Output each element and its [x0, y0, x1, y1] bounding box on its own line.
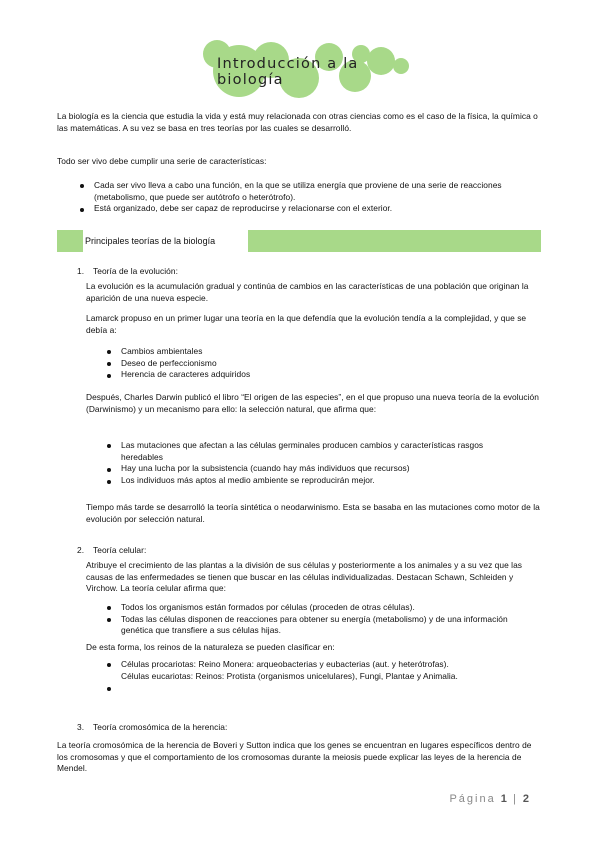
theory2-paragraph-1: Atribuye el crecimiento de las plantas a la división de sus células y posteriormente a los animales y a su vez que las causas de las enfermedades se tienen que buscar en las células individualizadas. Destacan Schawn, Schleiden y Virchow. La teoría celular afirma que: — [86, 560, 523, 594]
characteristics-intro: Todo ser vivo debe cumplir una serie de características: — [57, 156, 267, 166]
list-item: Todas las células disponen de reacciones para obtener su energía (metabolismo) y de una información genética que transfiere a sus células hijas. — [121, 613, 508, 636]
list-item: Hay una lucha por la subsistencia (cuando hay más individuos que recursos) — [121, 463, 410, 474]
kingdoms-list — [107, 659, 517, 682]
cell-theory-list — [107, 602, 539, 637]
list-item: Herencia de caracteres adquiridos — [121, 369, 251, 380]
theory2-number: 2. — [77, 545, 85, 555]
theory1-paragraph-1: La evolución es la acumulación gradual y continúa de cambios en las características de una población que originan la aparición de una nueva especie. — [86, 281, 529, 303]
page-separator: | — [512, 793, 518, 805]
section-heading: Principales teorías de la biología — [83, 230, 248, 252]
theory3-paragraph-1: La teoría cromosómica de la herencia de Boveri y Sutton indica que los genes se encuentran en lugares específicos dentro de los cromosomas y que el comportamiento de los cromosomas durante la meiosis puede explicar las leyes de la herencia de Mendel. — [57, 740, 532, 774]
list-item: Deseo de perfeccionismo — [121, 357, 217, 368]
list-item: Todos los organismos están formados por células (proceden de otras células). — [121, 602, 415, 612]
theory1-title: Teoría de la evolución: — [93, 266, 178, 276]
title-banner — [195, 40, 415, 105]
lamarck-list — [107, 346, 537, 381]
theory3-number: 3. — [77, 722, 85, 732]
theory1-paragraph-2: Lamarck propuso en un primer lugar una teoría en la que defendía que la evolución tendía a la complejidad, y que se debía a: — [86, 313, 527, 335]
theory2-paragraph-2: De esta forma, los reinos de la naturaleza se pueden clasificar en: — [86, 642, 335, 652]
theory2-title: Teoría celular: — [93, 545, 147, 555]
list-item: Células procariotas: Reino Monera: arqueobacterias y eubacterias (aut. y heterótrofas). — [121, 659, 449, 669]
list-item: Está organizado, debe ser capaz de reproducirse y relacionarse con el exterior. — [94, 203, 393, 214]
current-page: 1 — [500, 793, 508, 805]
list-item: Cada ser vivo lleva a cabo una función, en la que se utiliza energía que proviene de una serie de reacciones (metabolismo, que puede ser autótrofo o heterótrofo). — [94, 180, 502, 202]
total-pages: 2 — [522, 793, 530, 805]
characteristics-list — [80, 180, 545, 215]
darwin-list — [107, 440, 507, 486]
theory1-number: 1. — [77, 266, 85, 276]
page-title: Introducción a la biología — [217, 56, 359, 88]
theory1-paragraph-4: Tiempo más tarde se desarrolló la teoría sintética o neodarwinismo. Esta se basaba en las mutaciones como motor de la evolución por selección natural. — [86, 502, 540, 524]
list-item: Los individuos más aptos al medio ambiente se reproducirán mejor. — [121, 474, 375, 485]
intro-paragraph: La biología es la ciencia que estudia la vida y está muy relacionada con otras ciencias como es el caso de la física, la química o las matemáticas. A su vez se basa en tres teorías por las cuales se desarrolló. — [57, 111, 538, 133]
list-item: Células eucariotas: Reinos: Protista (organismos unicelulares), Fungi, Plantae y Animalia. — [121, 670, 458, 681]
theory1-paragraph-3: Después, Charles Darwin publicó el libro “El origen de las especies”, en el que propuso una nueva teoría de la evolución (Darwinismo) y un mecanismo para ello: la selección natural, que afirma que: — [86, 392, 539, 414]
page-number — [449, 793, 530, 805]
list-item: Cambios ambientales — [121, 346, 203, 356]
page-word: Página — [449, 793, 496, 805]
theory3-title: Teoría cromosómica de la herencia: — [93, 722, 228, 732]
list-item: Las mutaciones que afectan a las células germinales producen cambios y características rasgos heredables — [121, 440, 484, 462]
